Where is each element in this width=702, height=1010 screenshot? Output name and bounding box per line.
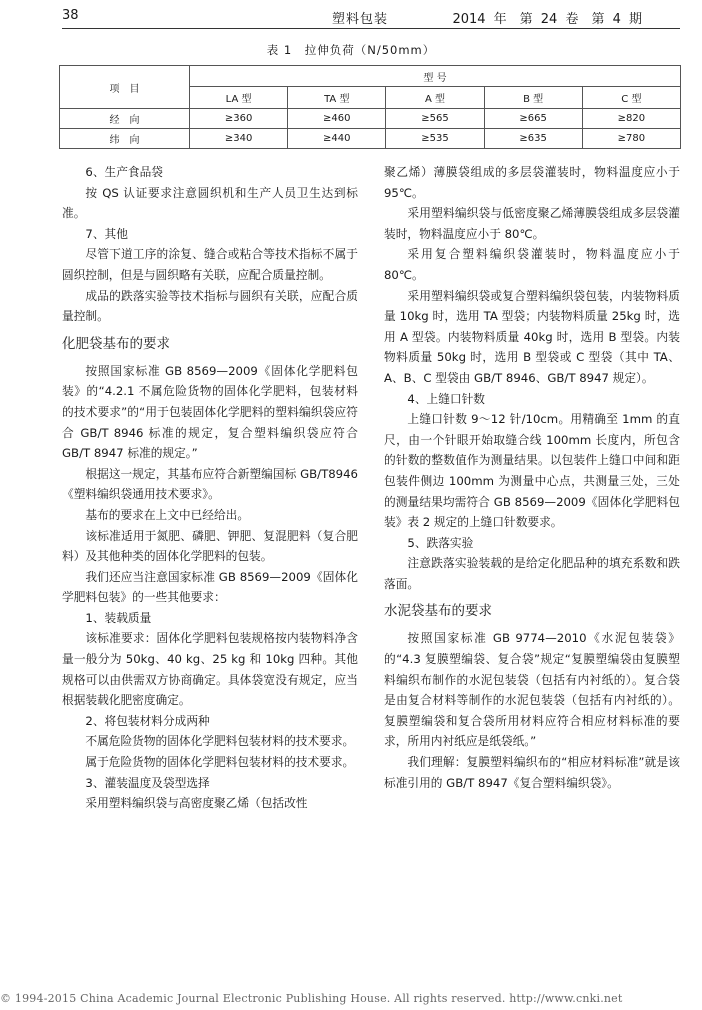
paragraph: 按 QS 认证要求注意圆织机和生产人员卫生达到标准。 [62, 185, 358, 221]
right-text-column [384, 162, 680, 793]
paragraph: 我们理解：复膜塑料编织布的“相应材料标准”就是该标准引用的 GB/T 8947《复合塑料编织袋》。 [384, 755, 680, 790]
table-cell: ≥535 [386, 129, 484, 149]
row-label: 纬 向 [60, 129, 190, 149]
paragraph: 我们还应当注意国家标准 GB 8569—2009《固体化学肥料包装》的一些其他要求： [62, 569, 358, 605]
table-cell: ≥820 [582, 109, 680, 129]
section-heading: 化肥袋基布的要求 [62, 335, 170, 352]
table-cell: ≥340 [190, 129, 288, 149]
paragraph: 成品的跌落实验等技术指标与圆织有关联，应配合质量控制。 [62, 288, 358, 324]
table-col-header: LA 型 [190, 87, 288, 109]
section-heading: 水泥袋基布的要求 [384, 603, 492, 620]
tensile-load-table [59, 65, 681, 149]
table-row [60, 129, 681, 149]
running-header [62, 6, 642, 28]
table-col-header: C 型 [582, 87, 680, 109]
paragraph: 聚乙烯）薄膜袋组成的多层袋灌装时，物料温度应小于 95℃。 [384, 165, 680, 200]
paragraph: 尽管下道工序的涂复、缝合或粘合等技术指标不属于圆织控制，但是与圆织略有关联，应配合质量控制。 [62, 247, 358, 282]
table-col-header: A 型 [386, 87, 484, 109]
table-col-header: TA 型 [288, 87, 386, 109]
table-col-header: B 型 [484, 87, 582, 109]
table-corner-header: 项 目 [60, 66, 190, 109]
subsection-title: 5、跌落实验 [407, 535, 474, 550]
paragraph: 不属危险货物的固体化学肥料包装材料的技术要求。 [85, 734, 355, 749]
paragraph: 上缝口针数 9～12 针/10cm。用精确至 1mm 的直尺，由一个针眼开始取缝合线 100mm 长度内，所包含的针数的整数值作为测量结果。以包装件上缝口中间和距包装件侧边 100mm 为测量中心点，共测量三处，三处的测量结果均需符合 GB 8569—2009《固体化学肥料包装》表 2 规定的上缝口针数要求。 [384, 412, 680, 530]
issue-info: 2014 年 第 24 卷 第 4 期 [452, 12, 642, 27]
table-cell: ≥780 [582, 129, 680, 149]
paragraph: 采用塑料编织袋与低密度聚乙烯薄膜袋组成多层袋灌装时，物料温度应小于 80℃。 [384, 206, 680, 241]
paragraph: 根据这一规定，其基布应符合新塑编国标 GB/T8946《塑料编织袋通用技术要求》。 [62, 466, 358, 502]
page-number: 38 [62, 8, 79, 23]
paragraph: 该标准要求：固体化学肥料包装规格按内装物料净含量一般分为 50kg、40 kg、25 kg 和 10kg 四种。其他规格可以由供需双方协商确定。具体袋宽没有规定，应当根据装载化肥密度确定。 [62, 631, 358, 708]
paragraph: 注意跌落实验装载的是给定化肥品种的填充系数和跌落面。 [384, 556, 680, 591]
paragraph: 该标准适用于氮肥、磷肥、钾肥、复混肥料（复合肥料）及其他种类的固体化学肥料的包装。 [62, 528, 358, 564]
journal-name: 塑料包装 [332, 12, 389, 27]
copyright-footer: © 1994-2015 China Academic Journal Electronic Publishing House. All rights reserved. http://www.cnki.net [0, 992, 623, 1005]
table-cell: ≥635 [484, 129, 582, 149]
table-cell: ≥565 [386, 109, 484, 129]
paragraph: 采用复合塑料编织袋灌装时，物料温度应小于 80℃。 [384, 247, 680, 282]
paragraph: 属于危险货物的固体化学肥料包装材料的技术要求。 [85, 755, 355, 770]
paragraph: 基布的要求在上文中已经给出。 [85, 507, 250, 522]
subsection-title: 7、其他 [85, 226, 128, 241]
paragraph: 按照国家标准 GB 9774—2010《水泥包装袋》的“4.3 复膜塑编袋、复合袋”规定“复膜塑编袋由复膜塑料编织布制作的水泥包装袋（包括有内衬纸的）。复合袋是由复合材料等制作的水泥包装袋（包括有内衬纸的）。复膜塑编袋和复合袋所用材料应符合相应材料标准的要求，所用内衬纸应是纸袋纸。” [384, 631, 680, 749]
subsection-title: 3、灌装温度及袋型选择 [85, 775, 210, 790]
left-text-column [62, 162, 358, 814]
table-cell: ≥665 [484, 109, 582, 129]
subsection-title: 2、将包装材料分成两种 [85, 713, 210, 728]
table-cell: ≥440 [288, 129, 386, 149]
row-label: 经 向 [60, 109, 190, 129]
table-caption: 表 1 拉伸负荷（N/50mm） [266, 43, 436, 57]
paragraph: 采用塑料编织袋与高密度聚乙烯（包括改性 [85, 796, 308, 811]
table-row [60, 109, 681, 129]
paragraph: 采用塑料编织袋或复合塑料编织袋包装，内装物料质量 10kg 时，选用 TA 型袋；内装物料质量 25kg 时，选用 A 型袋。内装物料质量 40kg 时，选用 B 型袋。内装物料质量 50kg 时，选用 B 型袋或 C 型袋（其中 TA、A、B、C 型袋由 GB/T 8946、GB/T 8947 规定）。 [384, 288, 680, 385]
subsection-title: 1、装载质量 [85, 610, 152, 625]
table-cell: ≥360 [190, 109, 288, 129]
header-rule [62, 28, 680, 29]
table-group-header: 型 号 [190, 66, 681, 87]
subsection-title: 6、生产食品袋 [85, 165, 163, 179]
table-cell: ≥460 [288, 109, 386, 129]
paragraph: 按照国家标准 GB 8569—2009《固体化学肥料包装》的“4.2.1 不属危险货物的固体化学肥料，包装材料的技术要求”的“用于包装固体化学肥料的塑料编织袋应符合 GB/T 8946 标准的规定，复合塑料编织袋应符合 GB/T 8947 标准的规定。” [62, 363, 358, 461]
subsection-title: 4、上缝口针数 [407, 391, 485, 406]
